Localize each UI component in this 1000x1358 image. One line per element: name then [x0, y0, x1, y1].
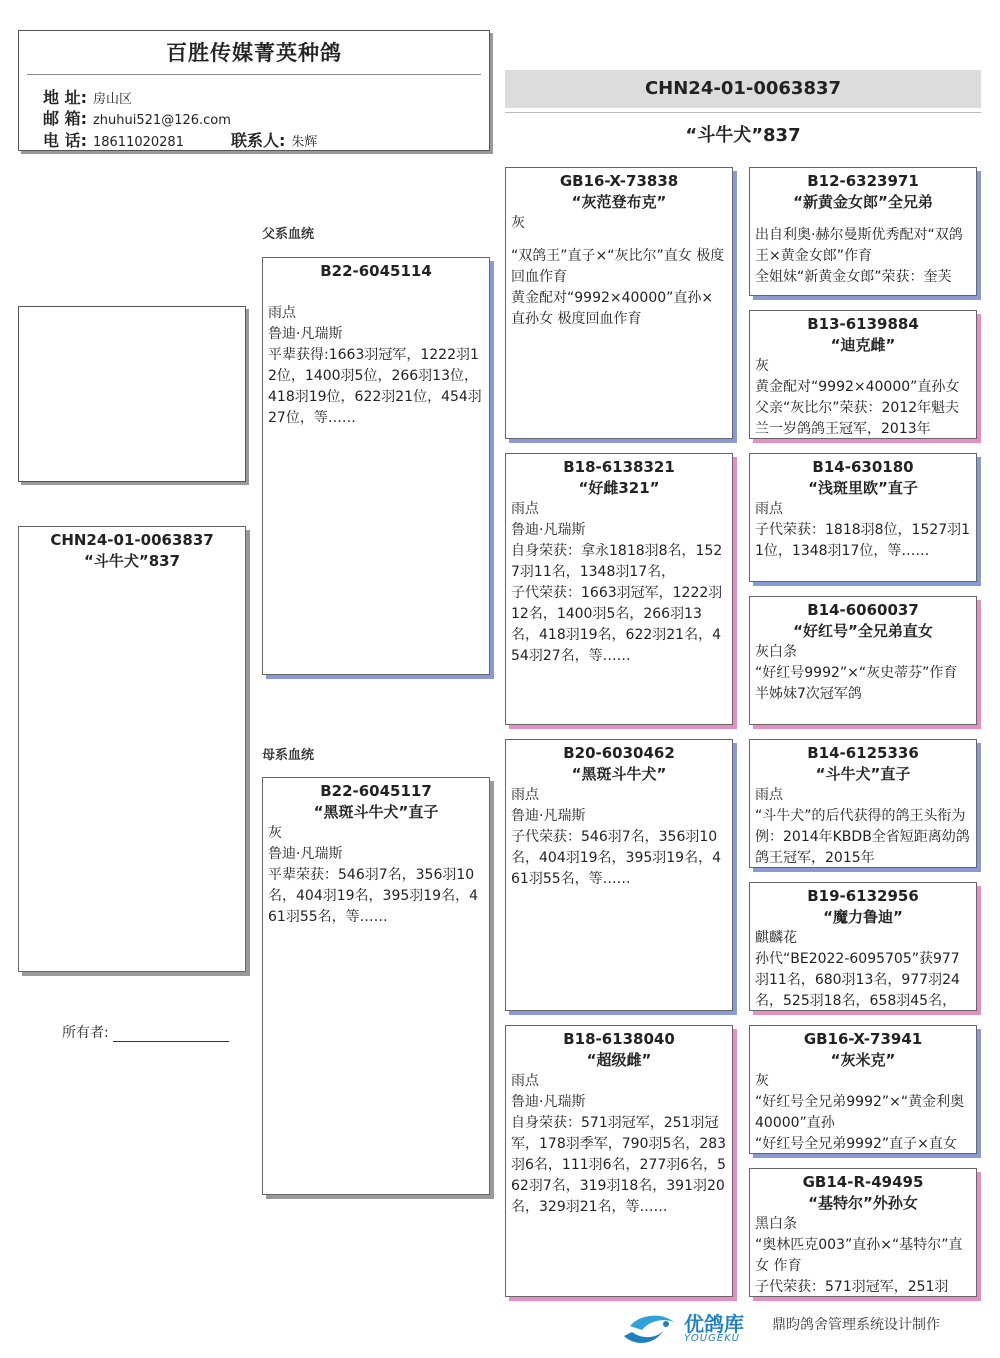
ggp-card-5 [749, 739, 977, 868]
granddam-sire-card [505, 453, 733, 725]
gp-ds-results: 子代荣获：546羽7名，356羽10名，404羽19名，395羽19名，461羽55名，等…… [511, 829, 721, 887]
ggp-7-line-2: “好红号全兄弟9992”×“黄金利奥40000”直孙 [755, 1094, 965, 1131]
owner-field [62, 1022, 229, 1042]
ggp-3-name: “浅斑里欧”直子 [808, 479, 918, 497]
ggp-7-color: 灰 [755, 1073, 769, 1089]
ggp-1-line-3: 全姐妹“新黄金女郎”荣获：奎芙 [755, 269, 952, 285]
ggp-1-ring: B12-6323971 [807, 172, 919, 190]
ggp-card-8 [749, 1168, 977, 1297]
contact-value: 朱辉 [291, 135, 318, 150]
gp-sd-offspring-results: 子代荣获：1663羽冠军，1222羽12名，1400羽5名，266羽13名，418羽19名，622羽21名，454羽27名，等…… [511, 585, 723, 664]
brand-footer [620, 1306, 980, 1348]
address-value: 房山区 [92, 92, 132, 107]
dam-name: “黑斑斗牛犬”直子 [313, 803, 439, 821]
phone-label: 电 话: [43, 131, 87, 150]
owner-blank-line [113, 1027, 229, 1042]
gp-dd-strain: 鲁迪·凡瑞斯 [511, 1094, 586, 1110]
ggp-1-blank [755, 213, 971, 225]
email-value: zhuhui521@126.com [92, 113, 231, 128]
ggp-3-ring: B14-630180 [812, 458, 914, 476]
dam-ring: B22-6045117 [320, 782, 432, 800]
gp-ss-blank [511, 234, 727, 246]
dam-line-label: 母系血统 [262, 748, 315, 763]
email-label: 邮 箱: [43, 109, 87, 128]
brand-credit: 鼎昀鸽舍管理系统设计制作 [772, 1317, 940, 1333]
ggp-card-2 [749, 310, 977, 439]
address-label: 地 址: [43, 88, 87, 107]
email-row [43, 106, 231, 129]
ggp-3-results: 子代荣获：1818羽8位，1527羽11位，1348羽17位，等…… [755, 522, 971, 559]
gp-sd-strain: 鲁迪·凡瑞斯 [511, 522, 586, 538]
ggp-8-ring: GB14-R-49495 [802, 1173, 924, 1191]
ggp-1-line-2: 出自利奥·赫尔曼斯优秀配对“双鸽王×黄金女郎”作育 [755, 227, 963, 264]
gp-sd-color: 雨点 [511, 501, 539, 517]
gp-ds-ring: B20-6030462 [563, 744, 675, 762]
gp-ss-line-4: 黄金配对“9992×40000”直孙×直孙女 极度回血作育 [511, 290, 714, 327]
ggp-card-3 [749, 453, 977, 582]
granddam-dam-card [505, 1025, 733, 1297]
ggp-3-color: 雨点 [755, 501, 783, 517]
ggp-card-4 [749, 596, 977, 725]
ggp-7-line-3: “好红号全兄弟9992”直子×直女 [755, 1136, 957, 1152]
sire-line-label: 父系血统 [262, 227, 315, 242]
gp-sd-own-results: 自身荣获：拿永1818羽8名，1527羽11名，1348羽17名， [511, 543, 723, 580]
ggp-8-color: 黑白条 [755, 1216, 797, 1232]
gp-ds-color: 雨点 [511, 787, 539, 803]
subject-name: “斗牛犬”837 [83, 552, 181, 570]
ggp-2-ring: B13-6139884 [807, 315, 919, 333]
ggp-4-name: “好红号”全兄弟直女 [793, 622, 933, 640]
grandsire-sire-card [505, 167, 733, 439]
ggp-2-line-3: 父亲“灰比尔”荣获：2012年魁夫兰一岁鸽鸽王冠军，2013年 [755, 400, 960, 437]
grandsire-dam-card [505, 739, 733, 1011]
ggp-7-name: “灰米克” [830, 1051, 896, 1069]
ggp-4-color: 灰白条 [755, 644, 797, 660]
gp-ds-name: “黑斑斗牛犬” [571, 765, 667, 783]
dam-color: 灰 [268, 825, 282, 841]
subject-ring: CHN24-01-0063837 [50, 531, 214, 549]
ggp-8-name: “基特尔”外孙女 [808, 1194, 918, 1212]
gp-sd-ring: B18-6138321 [563, 458, 675, 476]
gp-dd-color: 雨点 [511, 1073, 539, 1089]
ggp-5-line-2: “斗牛犬”的后代获得的鸽王头衔为例：2014年KBDB全省短距离幼鸽鸽王冠军，2015年 [755, 808, 970, 866]
ggp-card-7 [749, 1025, 977, 1154]
ggp-1-name: “新黄金女郎”全兄弟 [793, 193, 933, 211]
gp-sd-name: “好雌321” [578, 479, 660, 497]
ggp-8-line-2: “奥林匹克003”直孙×“基特尔”直女 作育 [755, 1237, 963, 1274]
ggp-5-ring: B14-6125336 [807, 744, 919, 762]
ggp-2-name: “迪克雌” [830, 336, 896, 354]
ggp-5-color: 雨点 [755, 787, 783, 803]
gp-ss-line-3: “双鸽王”直子×“灰比尔”直女 极度回血作育 [511, 248, 725, 285]
sire-card [262, 257, 490, 675]
dam-strain: 鲁迪·凡瑞斯 [268, 846, 343, 862]
gp-ss-ring: GB16-X-73838 [559, 172, 679, 190]
contact-label: 联系人: [231, 131, 286, 150]
bird-name-title: “斗牛犬”837 [685, 125, 801, 146]
ggp-6-color: 麒麟花 [755, 930, 797, 946]
brand-name: 优鸽库 [684, 1312, 744, 1336]
sire-color: 雨点 [268, 305, 296, 321]
subject-card [18, 526, 246, 972]
ggp-4-ring: B14-6060037 [807, 601, 919, 619]
ggp-2-color: 灰 [755, 358, 769, 374]
address-row [43, 85, 132, 108]
dam-card [262, 777, 490, 1195]
bird-ring-title: CHN24-01-0063837 [505, 70, 981, 108]
ggp-2-line-2: 黄金配对“9992×40000”直孙女 [755, 379, 960, 395]
sire-strain: 鲁迪·凡瑞斯 [268, 326, 343, 342]
brand-latin: YOUGEKU [684, 1333, 740, 1344]
loft-divider [27, 74, 481, 75]
owner-label: 所有者: [62, 1025, 109, 1041]
ggp-4-line-2: “好红号9992”×“灰史蒂芬”作育 [755, 665, 958, 681]
ggp-card-6 [749, 882, 977, 1011]
ggp-7-ring: GB16-X-73941 [803, 1030, 923, 1048]
ggp-6-line-2: 孙代“BE2022-6095705”获977羽11名，680羽13名，977羽24名，525羽18名，658羽45名， [755, 951, 960, 1009]
phone-row [43, 128, 184, 151]
yougeku-logo-icon [620, 1306, 680, 1348]
sire-results: 平辈获得:1663羽冠军，1222羽12位，1400羽5位，266羽13位，418羽19位，622羽21位，454羽27位，等…… [268, 347, 482, 426]
phone-value: 18611020281 [92, 135, 184, 150]
gp-dd-results: 自身荣获：571羽冠军，251羽冠军，178羽季军，790羽5名，283羽6名，111羽6名，277羽6名，562羽7名，319羽18名，391羽20名，329羽21名，等…… [511, 1115, 727, 1215]
loft-name: 百胜传媒菁英种鸽 [166, 41, 342, 65]
ggp-4-line-3: 半姊妹7次冠军鸽 [755, 686, 862, 702]
spacer [268, 281, 484, 303]
ggp-8-line-3: 子代荣获：571羽冠军，251羽 [755, 1279, 949, 1295]
gp-ss-name: “灰范登布克” [571, 193, 667, 211]
gp-ss-color: 灰 [511, 215, 525, 231]
ggp-5-name: “斗牛犬”直子 [815, 765, 911, 783]
title-divider [505, 112, 981, 113]
gp-dd-ring: B18-6138040 [563, 1030, 675, 1048]
bird-photo-frame [18, 306, 246, 482]
ggp-card-1 [749, 167, 977, 296]
ggp-6-ring: B19-6132956 [807, 887, 919, 905]
loft-info-card [18, 30, 490, 151]
gp-dd-name: “超级雌” [586, 1051, 652, 1069]
sire-ring: B22-6045114 [320, 262, 432, 280]
dam-results: 平辈荣获：546羽7名，356羽10名，404羽19名，395羽19名，461羽55名，等…… [268, 867, 478, 925]
gp-ds-strain: 鲁迪·凡瑞斯 [511, 808, 586, 824]
contact-row [231, 128, 317, 151]
ggp-6-name: “魔力鲁迪” [823, 908, 903, 926]
